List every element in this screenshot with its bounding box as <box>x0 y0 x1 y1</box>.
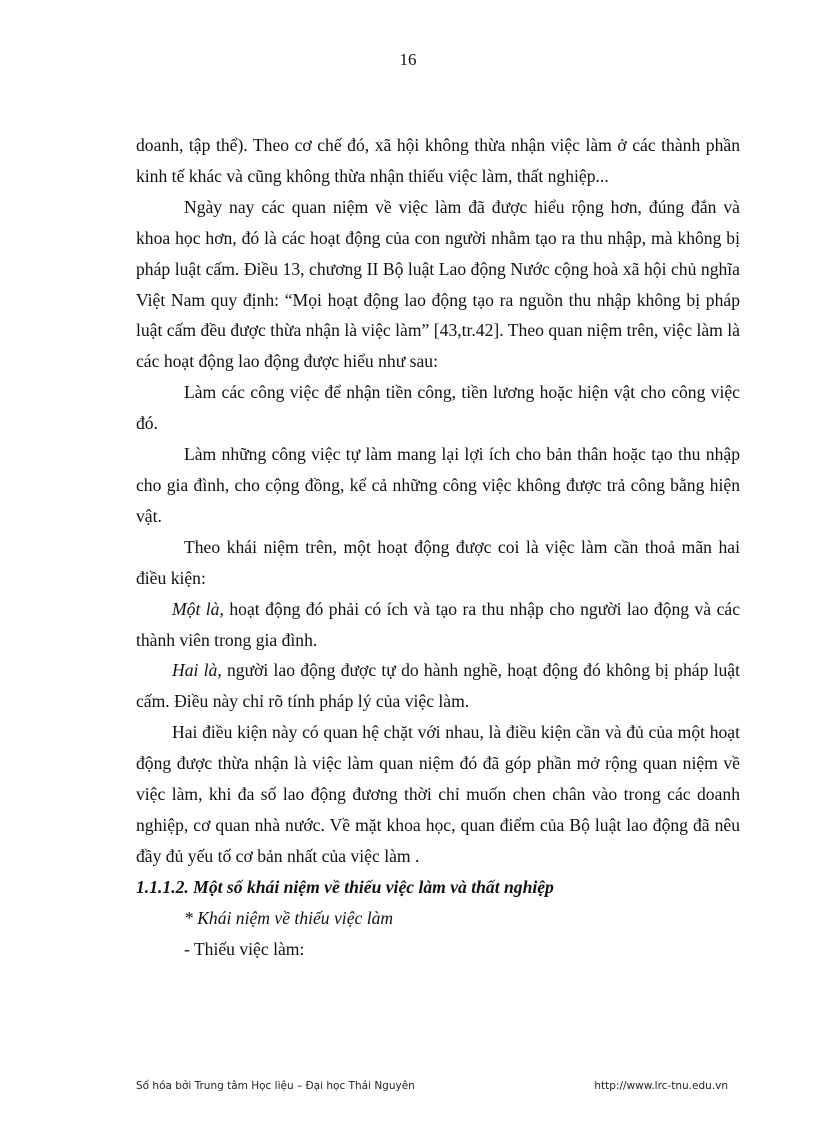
condition-one <box>136 594 740 656</box>
paragraph-wage-work: Làm các công việc để nhận tiền công, tiền lương hoặc hiện vật cho công việc đó. <box>136 382 740 434</box>
paragraph-conditions-relation: Hai điều kiện này có quan hệ chặt với nhau, là điều kiện cần và đủ của một hoạt động được thừa nhận là việc làm quan niệm đó đã góp phần mở rộng quan niệm về việc làm, khi đa số lao động đương thời chỉ muốn chen chân vào trong các doanh nghiệp, cơ quan nhà nước. Về mặt khoa học, quan điểm của Bộ luật lao động đã nêu đầy đủ yếu tố cơ bản nhất của việc làm . <box>136 722 740 866</box>
body-text <box>136 130 740 964</box>
condition-one-lead: Một là, <box>172 598 224 619</box>
page-number: 16 <box>399 50 417 69</box>
paragraph-self-employment: Làm những công việc tự làm mang lại lợi ích cho bản thân hoặc tạo thu nhập cho gia đình, cho cộng đồng, kể cả những công việc không được trả công bằng hiện vật. <box>136 444 740 526</box>
paragraph-two-conditions: Theo khái niệm trên, một hoạt động được coi là việc làm cần thoả mãn hai điều kiện: <box>136 536 740 588</box>
subheading: * Khái niệm về thiếu việc làm <box>184 907 394 928</box>
paragraph-continuation: doanh, tập thể). Theo cơ chế đó, xã hội không thừa nhận việc làm ở các thành phần kinh tế khác và cũng không thừa nhận thiếu việc làm, thất nghiệp... <box>136 135 740 186</box>
footer-url: http://www.lrc-tnu.edu.vn <box>594 1080 728 1092</box>
list-item: - Thiếu việc làm: <box>184 938 305 959</box>
section-heading: 1.1.1.2. Một số khái niệm về thiếu việc làm và thất nghiệp <box>136 876 554 897</box>
footer-left: Số hóa bởi Trung tâm Học liệu – Đại học Thái Nguyên <box>136 1080 415 1092</box>
paragraph-modern-concept: Ngày nay các quan niệm về việc làm đã được hiểu rộng hơn, đúng đắn và khoa học hơn, đó là các hoạt động của con người nhằm tạo ra thu nhập, mà không bị pháp luật cấm. Điều 13, chương II Bộ luật Lao động Nước cộng hoà xã hội chủ nghĩa Việt Nam quy định: “Mọi hoạt động lao động tạo ra nguồn thu nhập không bị pháp luật cấm đều được thừa nhận là việc làm” [43,tr.42]. Theo quan niệm trên, việc làm là các hoạt động lao động được hiểu như sau: <box>136 196 740 372</box>
condition-two-lead: Hai là, <box>172 660 222 681</box>
condition-two-text: người lao động được tự do hành nghề, hoạt động đó không bị pháp luật cấm. Điều này chỉ rõ tính pháp lý của việc làm. <box>136 660 740 712</box>
condition-two <box>136 655 740 717</box>
page-footer <box>136 1080 728 1096</box>
condition-one-text: hoạt động đó phải có ích và tạo ra thu nhập cho người lao động và các thành viên trong gia đình. <box>136 598 741 650</box>
